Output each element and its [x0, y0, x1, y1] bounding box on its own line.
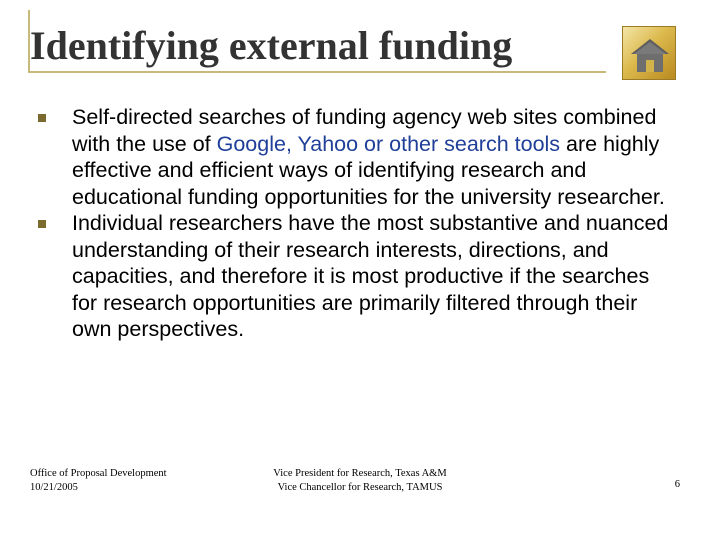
footer-center — [230, 467, 490, 495]
house-icon — [623, 27, 677, 81]
square-bullet-icon — [38, 114, 46, 122]
slide-title: Identifying external funding — [30, 23, 513, 68]
bullet-list — [38, 104, 678, 343]
bullet-1-highlight: Google, Yahoo or other search tools — [216, 131, 561, 156]
bullet-item-2 — [38, 210, 678, 343]
title-rule-horizontal — [28, 71, 606, 73]
bullet-2-text: Individual researchers have the most substantive and nuanced understanding of their research interests, directions, and capacities, and therefore it is most productive if the searches for research opportunities are primarily filtered through their own perspectives. — [72, 211, 669, 341]
home-button[interactable] — [622, 26, 676, 80]
page-number: 6 — [674, 479, 680, 490]
bullet-1-text-after: are highly effective and efficient ways of identifying research and educational funding opportunities for the university researcher. — [72, 131, 665, 209]
footer-vc: Vice Chancellor for Research, TAMUS — [277, 482, 443, 493]
footer-office: Office of Proposal Development — [30, 468, 167, 479]
bullet-1-text-before: Self-directed searches of funding agency web sites combined with the use of — [72, 105, 657, 156]
footer-left — [30, 467, 250, 495]
footer-date: 10/21/2005 — [30, 482, 78, 493]
bullet-item-1 — [38, 104, 678, 210]
square-bullet-icon — [38, 220, 46, 228]
footer-vp: Vice President for Research, Texas A&M — [273, 468, 447, 479]
